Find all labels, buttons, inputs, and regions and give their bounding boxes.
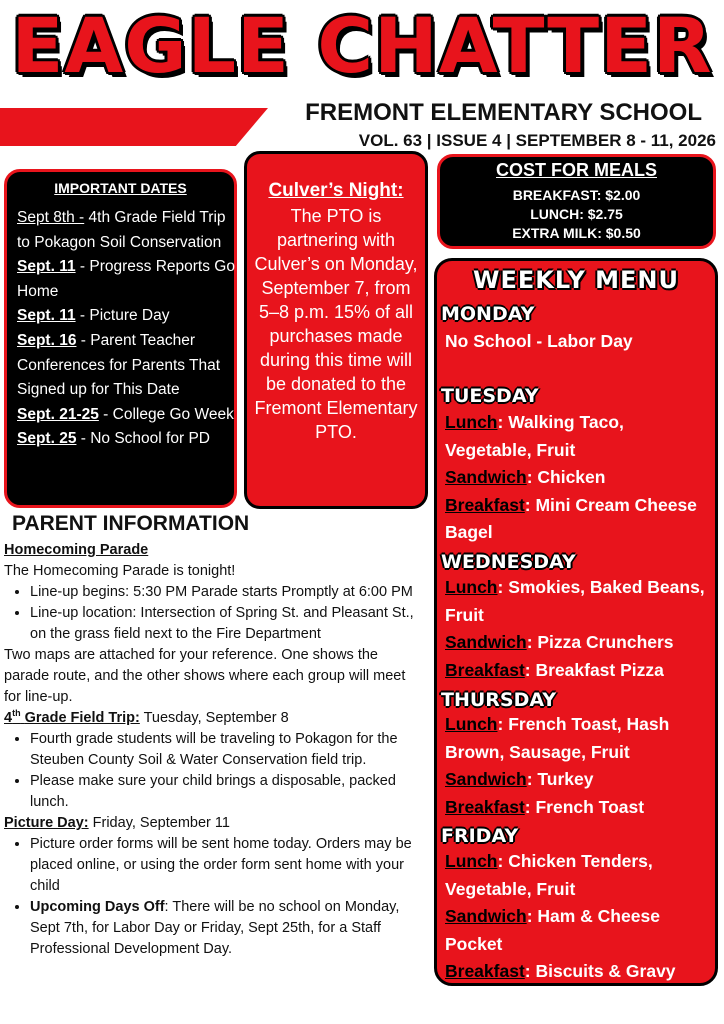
list-item: • Please make sure your child brings a disposable, packed lunch. — [30, 771, 426, 813]
date-label: Sept. 16 — [17, 331, 77, 349]
header-red-stripe — [0, 108, 268, 146]
fieldtrip-num: 4 — [4, 710, 13, 726]
sandwich-label: Sandwich — [445, 769, 527, 789]
date-text: - Parent Teacher Conferences for Parents That Signed up for This Date — [17, 331, 221, 399]
daysoff-text: : There will be no school on Monday, Sept 7th, for Labor Day or Friday, Sept 25th, for a Staff Professional Development Day. — [30, 899, 400, 957]
friday-items — [445, 848, 715, 986]
fieldtrip-sup: th — [12, 708, 21, 719]
date-item — [17, 304, 239, 329]
lunch-price: LUNCH: $2.75 — [530, 206, 623, 222]
lunch-label: Lunch — [445, 412, 498, 432]
date-label: Sept 8th - — [17, 209, 85, 226]
tuesday-sandwich: : Chicken — [526, 467, 606, 487]
date-label: Sept. 11 — [17, 258, 76, 276]
meal-cost-title: COST FOR MEALS — [496, 160, 657, 180]
day-thursday: THURSDAY — [441, 689, 557, 711]
culvers-title: Culver’s Night: — [268, 180, 404, 201]
fieldtrip-heading-group — [4, 710, 140, 726]
tuesday-lunch: : Walking Taco, Vegetable, Fruit — [445, 412, 624, 460]
date-text: - No School for PD — [76, 430, 210, 448]
friday-sandwich: : Ham & Cheese Pocket — [445, 906, 660, 954]
sandwich-label: Sandwich — [445, 467, 527, 487]
homecoming-list — [4, 582, 426, 645]
picture-date: Friday, September 11 — [88, 815, 230, 831]
day-wednesday: WEDNESDAY — [441, 551, 576, 573]
homecoming-heading: Homecoming Parade — [4, 542, 149, 558]
list-item: • Line-up location: Intersection of Spring St. and Pleasant St., on the grass field next to the Fire Department — [30, 603, 426, 645]
breakfast-label: Breakfast — [445, 796, 525, 817]
lunch-label: Lunch — [445, 851, 498, 871]
day-monday: MONDAY — [441, 303, 535, 325]
sandwich-label: Sandwich — [445, 906, 527, 926]
lunch-label: Lunch — [445, 714, 498, 734]
important-dates-title: IMPORTANT DATES — [54, 180, 187, 196]
list-item: • Picture order forms will be sent home today. Orders may be placed online, or using the order form sent home with your child — [30, 834, 426, 897]
wednesday-breakfast: : Breakfast Pizza — [524, 659, 664, 680]
homecoming-intro: The Homecoming Parade is tonight! — [4, 563, 236, 579]
breakfast-label: Breakfast — [445, 659, 525, 680]
wednesday-items — [445, 574, 715, 684]
parent-info-title: PARENT INFORMATION — [12, 512, 250, 535]
tuesday-breakfast: : Mini Cream Cheese Bagel — [445, 494, 697, 542]
thursday-sandwich: : Turkey — [526, 769, 594, 789]
date-item — [17, 255, 239, 304]
date-text: 4th Grade Field Trip to Pokagon Soil Conservation — [17, 209, 226, 251]
list-item: • Fourth grade students will be traveling to Pokagon for the Steuben County Soil & Water Conservation field trip. — [30, 729, 426, 771]
day-friday: FRIDAY — [441, 825, 519, 847]
sandwich-label: Sandwich — [445, 632, 527, 652]
friday-lunch: : Chicken Tenders, Vegetable, Fruit — [445, 851, 653, 899]
fieldtrip-list — [4, 729, 426, 813]
date-item — [17, 427, 239, 452]
culvers-body: The PTO is partnering with Culver’s on Monday, September 7, from 5–8 p.m. 15% of all purchases made during this time will be donated to the Fremont Elementary PTO. — [254, 206, 418, 442]
breakfast-label: Breakfast — [445, 494, 525, 515]
school-name: FREMONT ELEMENTARY SCHOOL — [305, 99, 702, 126]
wednesday-sandwich: : Pizza Crunchers — [526, 632, 674, 652]
list-item: • Line-up begins: 5:30 PM Parade starts Promptly at 6:00 PM — [30, 582, 426, 603]
date-text: - College Go Week — [98, 405, 234, 423]
wednesday-lunch: : Smokies, Baked Beans, Fruit — [445, 577, 705, 625]
date-item — [17, 329, 239, 403]
monday-note: No School - Labor Day — [445, 331, 633, 351]
date-label: Sept. 21-25 — [17, 405, 99, 423]
culvers-night-box — [244, 151, 428, 509]
breakfast-price: BREAKFAST: $2.00 — [512, 187, 641, 203]
weekly-menu-title: WEEKLY MENU — [473, 266, 679, 294]
masthead-title: EAGLE CHATTER — [11, 1, 713, 90]
day-tuesday: TUESDAY — [441, 385, 539, 407]
picture-heading: Picture Day: — [4, 815, 89, 831]
friday-breakfast: : Biscuits & Gravy — [524, 961, 676, 981]
picture-list — [4, 834, 426, 960]
date-label: Sept. 11 — [17, 307, 76, 325]
date-text: - Progress Reports Go Home — [17, 258, 235, 300]
thursday-lunch: : French Toast, Hash Brown, Sausage, Fruit — [445, 714, 670, 762]
maps-text: Two maps are attached for your reference. One shows the parade route, and the other shows where each group will meet for line-up. — [4, 647, 406, 705]
daysoff-label: Upcoming Days Off — [30, 899, 165, 915]
breakfast-label: Breakfast — [445, 961, 525, 981]
important-dates-list — [17, 206, 239, 452]
fieldtrip-date: Tuesday, September 8 — [139, 710, 289, 726]
meal-cost-box — [437, 154, 716, 249]
list-item — [30, 897, 426, 960]
thursday-breakfast: : French Toast — [524, 796, 645, 817]
date-item — [17, 206, 239, 255]
parent-info-body — [4, 540, 426, 960]
milk-price: EXTRA MILK: $0.50 — [512, 225, 641, 241]
lunch-label: Lunch — [445, 577, 498, 597]
date-text: - Picture Day — [75, 307, 170, 325]
important-dates-box — [4, 169, 237, 508]
weekly-menu-box — [434, 258, 718, 986]
date-item — [17, 403, 239, 428]
issue-line: VOL. 63 | ISSUE 4 | SEPTEMBER 8 - 11, 2026 — [358, 131, 716, 150]
date-label: Sept. 25 — [17, 430, 77, 448]
thursday-items — [445, 711, 715, 821]
fieldtrip-heading: Grade Field Trip: — [24, 710, 140, 726]
tuesday-items — [445, 409, 715, 547]
